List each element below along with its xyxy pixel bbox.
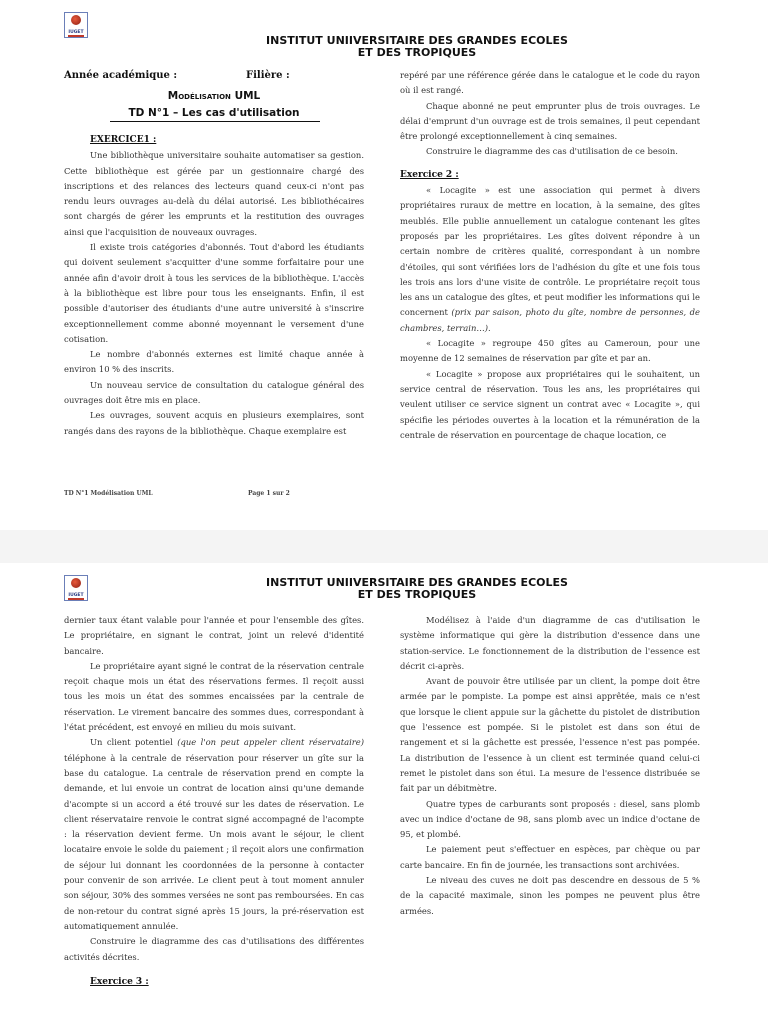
ex1-paragraph: Chaque abonné ne peut emprunter plus de trois ouvrages. Le délai d'emprunt d'un ouvrage est de trois semaines, il peut cependant être prolongé exceptionnellement à cinq semaines.: [400, 100, 700, 142]
ex1-continuation: repéré par une référence gérée dans le catalogue et le code du rayon où il est rangé.: [400, 70, 700, 96]
iuget-logo: [64, 12, 88, 38]
annee-academique-label: Année académique :: [64, 70, 178, 81]
ex1-paragraph: Le nombre d'abonnés externes est limité chaque année à environ 10 % des inscrits.: [64, 349, 364, 375]
ex3-paragraph: Quatre types de carburants sont proposés : diesel, sans plomb avec un indice d'octane de 98, sans plomb avec un indice d'octane de 95, et plombé.: [400, 798, 700, 840]
institution-line-2: ET DES TROPIQUES: [357, 588, 477, 601]
logo-bar: [68, 598, 84, 600]
institution-line-1: INSTITUT UNIIVERSITAIRE DES GRANDES ECOLES: [266, 34, 568, 47]
document-page-2: [0, 563, 768, 1024]
ex1-instruction: Construire le diagramme des cas d'utilisation de ce besoin.: [426, 146, 678, 157]
document-subject-title: Modélisation UML: [167, 90, 261, 102]
footer-doc-title: TD N°1 Modélisation UML: [64, 490, 153, 497]
ex2-text: Un client potentiel: [90, 737, 178, 748]
ex2-paragraph: « Locagite » propose aux propriétaires qui le souhaitent, un service central de réservation. Tous les ans, les propriétaires qui veulent utiliser ce service signent un contrat avec « Locagite », qui spécifie les périodes ouvertes à la location et la rémunération de la centrale de réservation en pourcentage de chaque location, ce: [400, 368, 700, 440]
ex3-paragraph: Avant de pouvoir être utilisée par un client, la pompe doit être armée par le pompiste. La pompe est ainsi apprêtée, mais ce n'est que lorsque le client appuie sur la gâchette du pistolet de distribution que l'essence est pompée. Si le pistolet est dans son étui de rangement et si la gâchette est pressée, l'essence n'est pas pompée. La distribution de l'essence à un client est terminée quand celui-ci remet le pistolet dans son étui. La mesure de l'essence distribuée se fait par un débitmètre.: [400, 676, 700, 794]
ex2-continuation: dernier taux étant valable pour l'année et pour l'ensemble des gîtes. Le propriétaire, en signant le contrat, joint un relevé d'identité bancaire.: [64, 615, 364, 656]
page1-right-column: [400, 68, 700, 443]
logo-text: IUGET: [68, 30, 84, 35]
page2-right-column: [400, 613, 700, 919]
exercise-3-heading: Exercice 3 :: [90, 976, 149, 987]
institution-header: [232, 577, 602, 601]
ex3-paragraph: Le niveau des cuves ne doit pas descendre en dessous de 5 % de la capacité maximale, sinon les pompes ne peuvent plus être armées.: [400, 875, 700, 916]
logo-emblem-icon: [71, 15, 81, 25]
page1-left-column: [64, 133, 364, 439]
ex1-paragraph: Les ouvrages, souvent acquis en plusieurs exemplaires, sont rangés dans des rayons de la bibliothèque. Chaque exemplaire est: [64, 410, 364, 436]
filiere-label: Filière :: [246, 70, 290, 81]
logo-text: IUGET: [68, 593, 84, 598]
logo-emblem-icon: [71, 578, 81, 588]
exercise-1-heading: EXERCICE1 :: [90, 135, 157, 145]
institution-header: [232, 35, 602, 59]
ex2-instruction: Construire le diagramme des cas d'utilisations des différentes activités décrites.: [64, 936, 364, 962]
title-underline: [110, 121, 320, 122]
document-td-title: TD N°1 – Les cas d'utilisation: [128, 107, 300, 119]
exercise-2-heading: Exercice 2 :: [400, 169, 459, 180]
ex3-paragraph: Le paiement peut s'effectuer en espèces, par chèque ou par carte bancaire. En fin de journée, les transactions sont archivées.: [400, 844, 700, 870]
ex1-paragraph: Il existe trois catégories d'abonnés. Tout d'abord les étudiants qui doivent seulement s'acquitter d'une somme forfaitaire pour une année afin d'avoir droit à tous les services de la bibliothèque. L'accès à la bibliothèque est libre pour tous les enseignants. Enfin, il est possible d'autoriser des étudiants d'une autre université à s'inscrire exceptionnellement comme abonné moyennant le versement d'une cotisation.: [64, 242, 364, 344]
ex2-paragraph: « Locagite » regroupe 450 gîtes au Cameroun, pour une moyenne de 12 semaines de réservation par gîte et par an.: [400, 338, 700, 364]
ex2-italic-detail: (que l'on peut appeler client réservataire): [177, 737, 364, 748]
ex1-paragraph: Un nouveau service de consultation du catalogue général des ouvrages doit être mis en place.: [64, 379, 364, 406]
ex2-text: téléphone à la centrale de réservation pour réserver un gîte sur la base du catalogue. La centrale de réservation prend en compte la demande, et lui envoie un contrat de location ainsi qu'une demande d'acompte si un accord a été trouvé sur les dates de réservation. Le client réservataire renvoie le contrat signé accompagné de l'acompte : la réservation devient ferme. Un mois avant le séjour, le client locataire envoie le solde du paiement ; il reçoit alors une confirmation de séjour lui donnant les coordonnées de la personne à contacter pour convenir de son arrivée. Le client peut à tout moment annuler son séjour, 30% des sommes versées ne sont pas remboursées. En cas de non-retour du contrat signé après 15 jours, la pré-réservation est automatiquement annulée.: [64, 752, 364, 931]
logo-bar: [68, 35, 84, 37]
ex2-italic-detail: (prix par saison, photo du gîte, nombre de personnes, de chambres, terrain…).: [400, 307, 700, 333]
institution-line-2: ET DES TROPIQUES: [357, 46, 477, 59]
footer-page-number: Page 1 sur 2: [248, 490, 290, 497]
institution-line-1: INSTITUT UNIIVERSITAIRE DES GRANDES ECOLES: [266, 576, 568, 589]
ex2-paragraph: Le propriétaire ayant signé le contrat de la réservation centrale reçoit chaque mois un état des réservations fermes. Il reçoit aussi tous les mois un état des sommes encaissées par la centrale de réservation. Le virement bancaire des sommes dues, correspondant à l'état précédent, est envoyé en milieu du mois suivant.: [64, 660, 364, 733]
page2-left-column: [64, 613, 364, 990]
ex1-paragraph: Une bibliothèque universitaire souhaite automatiser sa gestion. Cette bibliothèque est gérée par un gestionnaire chargé des inscriptions et des relances des lecteurs quand ceux-ci n'ont pas rendu leurs ouvrages au-delà du délai autorisé. Les bibliothécaires sont chargés de gérer les emprunts et la restitution des ouvrages ainsi que l'acquisition de nouveaux ouvrages.: [64, 150, 364, 237]
ex3-paragraph: Modélisez à l'aide d'un diagramme de cas d'utilisation le système informatique qui gère la distribution d'essence dans une station-service. Le fonctionnement de la distribution de l'essence est décrit ci-après.: [400, 615, 700, 671]
ex2-paragraph: « Locagite » est une association qui permet à divers propriétaires ruraux de mettre en location, à la semaine, des gîtes meublés. Elle publie annuellement un catalogue contenant les gîtes proposés par les propriétaires. Les gîtes doivent répondre à un certain nombre de critères qualité, correspondant à un nombre d'étoiles, qui sont vérifiées lors de l'adhésion du gîte et une fois tous les trois ans lors d'une visite de contrôle. Le propriétaire reçoit tous les ans un catalogue des gîtes, et peut modifier les informations qui le concernent: [400, 185, 700, 318]
iuget-logo: [64, 575, 88, 601]
